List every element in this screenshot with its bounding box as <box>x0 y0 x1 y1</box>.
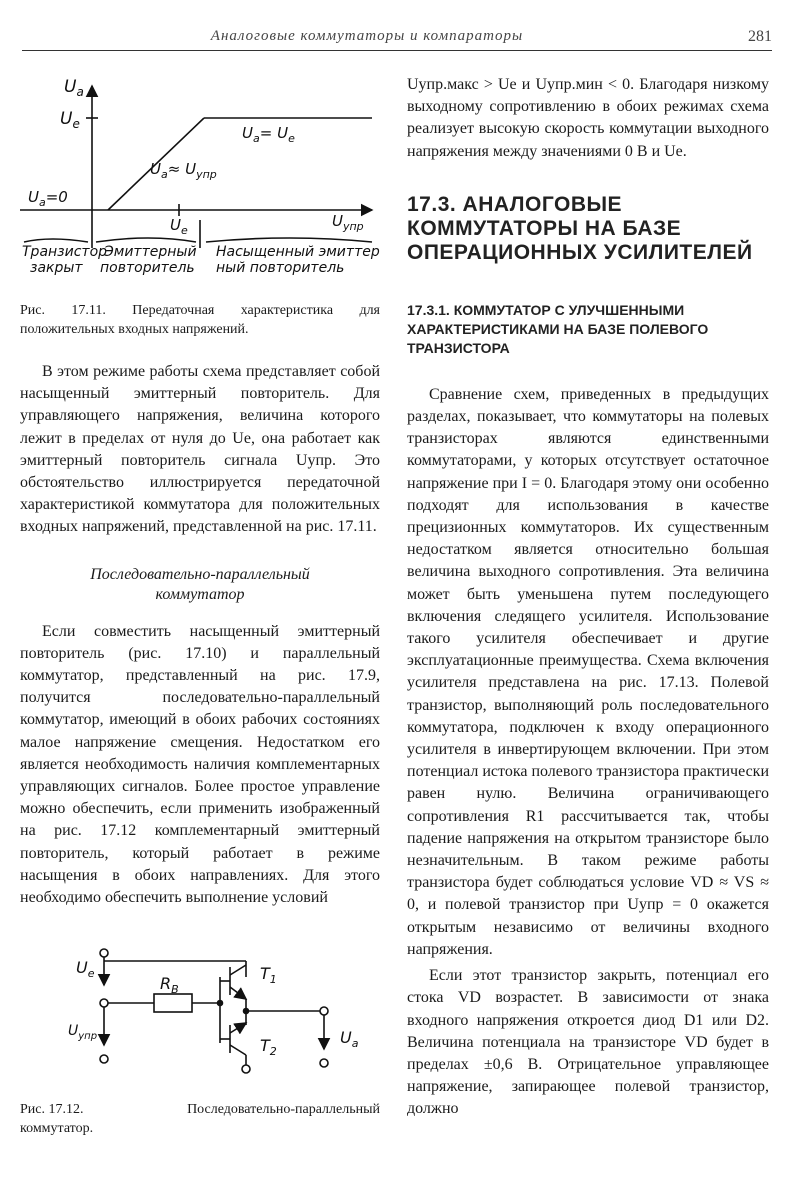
figure-17-11-transfer-characteristic <box>20 70 380 280</box>
figure-17-12-caption: Рис. 17.12. Последовательно-параллельный коммутатор. <box>20 1102 380 1137</box>
svg-text:Ue: $U_e$ <box>60 109 80 131</box>
svg-text:Ua=0: $U_a=0$ <box>28 188 68 209</box>
region-saturated-follower: Насыщенный эмиттер- ный повторитель <box>216 244 380 276</box>
region-transistor-off: Транзистор закрыт <box>22 244 108 276</box>
right-paragraph-1: Сравнение схем, приведенных в предыдущих разделах, показывает, что коммутаторы на полевых транзисторах являются единственными коммутаторами, у которых отсутствует остаточное напряжение при I = 0. Благодаря этому они особенно подходят для использования в качестве прецизионных коммутаторов. Их существенным недостатком является относительно большая величина выходного сопротивления. Эта величина может быть уменьшена путем последующего включения следящего усилителя. Использование такого усилителя обеспечивает и другие эксплуатационные преимущества. Схема включения усилителя представлена на рис. 17.13. Полевой транзистор, выполняющий роль последовательного коммутатора, подключен к входу операционного усилителя в инвертирующем включении. При этом потенциал истока полевого транзистора практически равен нулю. Величина ограничивающего сопротивления R1 рассчитывается так, чтобы падение напряжения на открытом транзисторе было незначительным. В таком режиме работы транзистора будет соблюдаться условие VD ≈ VS ≈ 0, и полевой транзистор при Uупр = 0 окажется открытым независимо от величины входного напряжения. <box>407 385 769 958</box>
svg-text:Ua: $U_a$ <box>64 77 84 99</box>
figure-17-11-caption: Рис. 17.11. Передаточная характеристика для положительных входных напряжений. <box>20 303 380 337</box>
svg-text:Ue: $U_e$ <box>76 958 95 981</box>
svg-text:Uупр: $U_{упр}$ <box>68 1023 98 1043</box>
svg-text:RB: $R_B$ <box>160 974 179 997</box>
left-column <box>20 70 380 1138</box>
subheading-series-parallel: Последовательно-параллельный коммутатор <box>90 565 310 603</box>
subsection-heading-17-3-1: 17.3.1. КОММУТАТОР С УЛУЧШЕННЫМИ ХАРАКТЕРИСТИКАМИ НА БАЗЕ ПОЛЕВОГО ТРАНЗИСТОРА <box>407 301 709 356</box>
right-column <box>407 74 769 1121</box>
figure-17-12-circuit <box>60 939 400 1089</box>
svg-text:Ua≈ Uупр: $U_a\approx U_{упр}$ <box>150 160 217 181</box>
svg-text:Ua: $U_a$ <box>340 1028 359 1051</box>
right-paragraph-2: Если этот транзистор закрыть, потенциал его стока VD возрастет. В зависимости от знака входного напряжения откроется диод D1 или D2. Величина потенциала на транзисторе VD будет в пределах ±0,6 В. Отрицательное управляющее напряжение, запирающее полевой транзистор, должно <box>407 967 769 1118</box>
left-paragraph-1: В этом режиме работы схема представляет собой насыщенный эмиттерный повторитель. Для управляющего напряжения, величина которого лежит в пределах от нуля до Ue, она работает как эмиттерный повторитель сигнала Uупр. Это обстоятельство иллюстрируется передаточной характеристикой коммутатора для положительных входных напряжений, представленной на рис. 17.11. <box>20 363 380 536</box>
section-heading-17-3: 17.3. АНАЛОГОВЫЕ КОММУТАТОРЫ НА БАЗЕ ОПЕРАЦИОННЫХ УСИЛИТЕЛЕЙ <box>407 192 753 264</box>
right-paragraph-0: Uупр.макс > Ue и Uупр.мин < 0. Благодаря низкому выходному сопротивлению в обоих режимах схема реализует высокую скорость коммутации выходного напряжения между значениями 0 В и Ue. <box>407 76 769 160</box>
svg-text:Ua= Ue: $U_a= U_e$ <box>242 124 295 145</box>
svg-text:T2: $T_2$ <box>260 1036 277 1059</box>
region-emitter-follower: Эмиттерный повторитель <box>100 244 197 276</box>
running-title: Аналоговые коммутаторы и компараторы <box>210 28 524 44</box>
svg-text:Uупр: $U_{упр}$ <box>332 212 364 233</box>
page-number: 281 <box>748 28 772 45</box>
svg-text:Ue: $U_e$ <box>170 216 188 237</box>
page-header <box>22 14 772 51</box>
svg-text:T1: $T_1$ <box>260 964 277 987</box>
left-paragraph-2: Если совместить насыщенный эмиттерный повторитель (рис. 17.10) и параллельный коммутатор, представленный на рис. 17.9, получится последовательно-параллельный коммутатор, имеющий в обоих рабочих состояниях малое напряжение смещения. Недостатком его является необходимость наличия комплементарных управляющих сигналов. Более простое управление можно обеспечить, если применить изображенный на рис. 17.12 комплементарный эмиттерный повторитель, который работает в режиме насыщения в обоих направлениях. Для этого необходимо обеспечить выполнение условий <box>20 622 380 907</box>
